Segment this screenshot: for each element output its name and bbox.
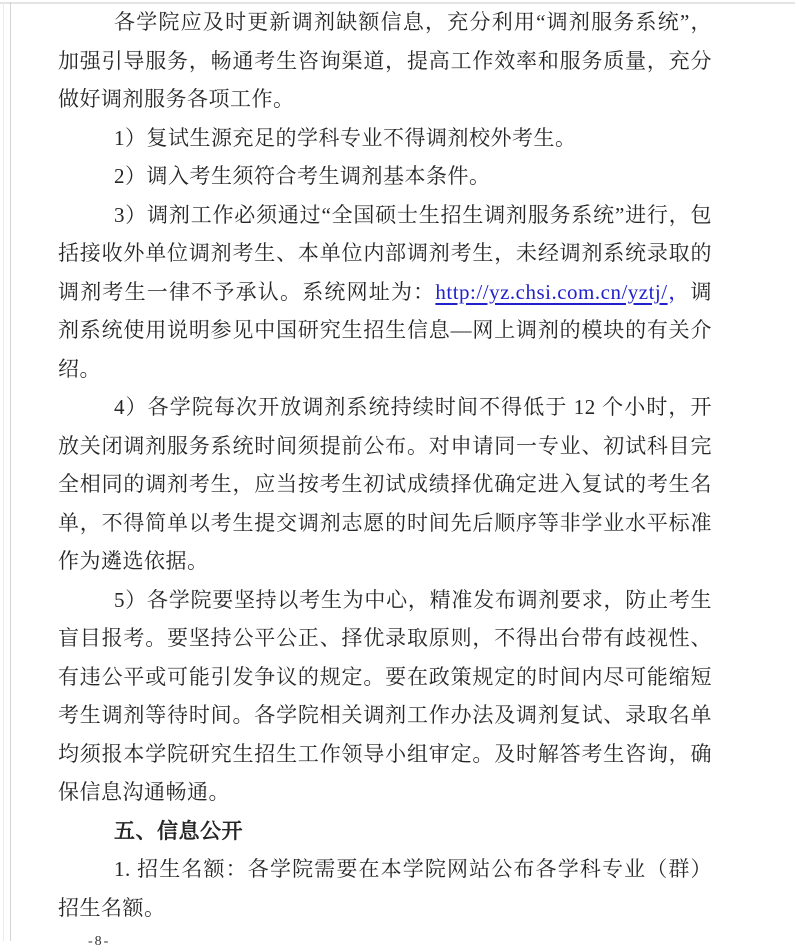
page-number: -8- [88,934,111,949]
transfer-system-url-link[interactable]: http://yz.chsi.com.cn/yztj/ [435,279,668,304]
document-content [58,3,712,927]
link-trailing-comma: ， [667,279,691,304]
paragraph-3-transfer-system [58,196,712,389]
paragraph-update-transfer-info: 各学院应及时更新调剂缺额信息，充分利用“调剂服务系统”，加强引导服务，畅通考生咨询渠道，提高工作效率和服务质量，充分做好调剂服务各项工作。 [58,10,712,111]
page-left-edge-outer [3,2,4,941]
page-left-edge [10,2,11,941]
paragraph-6-enrollment-quota: 1. 招生名额：各学院需要在本学院网站公布各学科专业（群）招生名额。 [58,857,712,920]
paragraph-3-text-before-link: 3）调剂工作必须通过“全国硕士生招生调剂服务系统”进行，包括接收外单位调剂考生、本单位内部调剂考生，未经调剂系统录取的调剂考生一律不予承认。系统网址为： [58,202,712,304]
list-item-1-no-external-transfer: 1）复试生源充足的学科专业不得调剂校外考生。 [114,125,577,150]
section-heading-information-disclosure: 五、信息公开 [114,818,243,843]
paragraph-3-text-after-link: 调剂系统使用说明参见中国研究生招生信息—网上调剂的模块的有关介绍。 [58,279,713,381]
paragraph-4-system-open-hours: 4）各学院每次开放调剂系统持续时间不得低于 12 个小时，开放关闭调剂服务系统时间须提前公布。对申请同一专业、初试科目完全相同的调剂考生，应当按考生初试成绩择优确定进入复试的考生名单，不得简单以考生提交调剂志愿的时间先后顺序等非学业水平标准作为遴选依据。 [58,395,712,573]
paragraph-5-candidate-centered: 5）各学院要坚持以考生为中心，精准发布调剂要求，防止考生盲目报考。要坚持公平公正、择优录取原则，不得出台带有歧视性、有违公平或可能引发争议的规定。要在政策规定的时间内尽可能缩短考生调剂等待时间。各学院相关调剂工作办法及调剂复试、录取名单均须报本学院研究生招生工作领导小组审定。及时解答考生咨询，确保信息沟通畅通。 [58,587,712,804]
list-item-2-basic-conditions: 2）调入考生须符合考生调剂基本条件。 [114,164,491,188]
